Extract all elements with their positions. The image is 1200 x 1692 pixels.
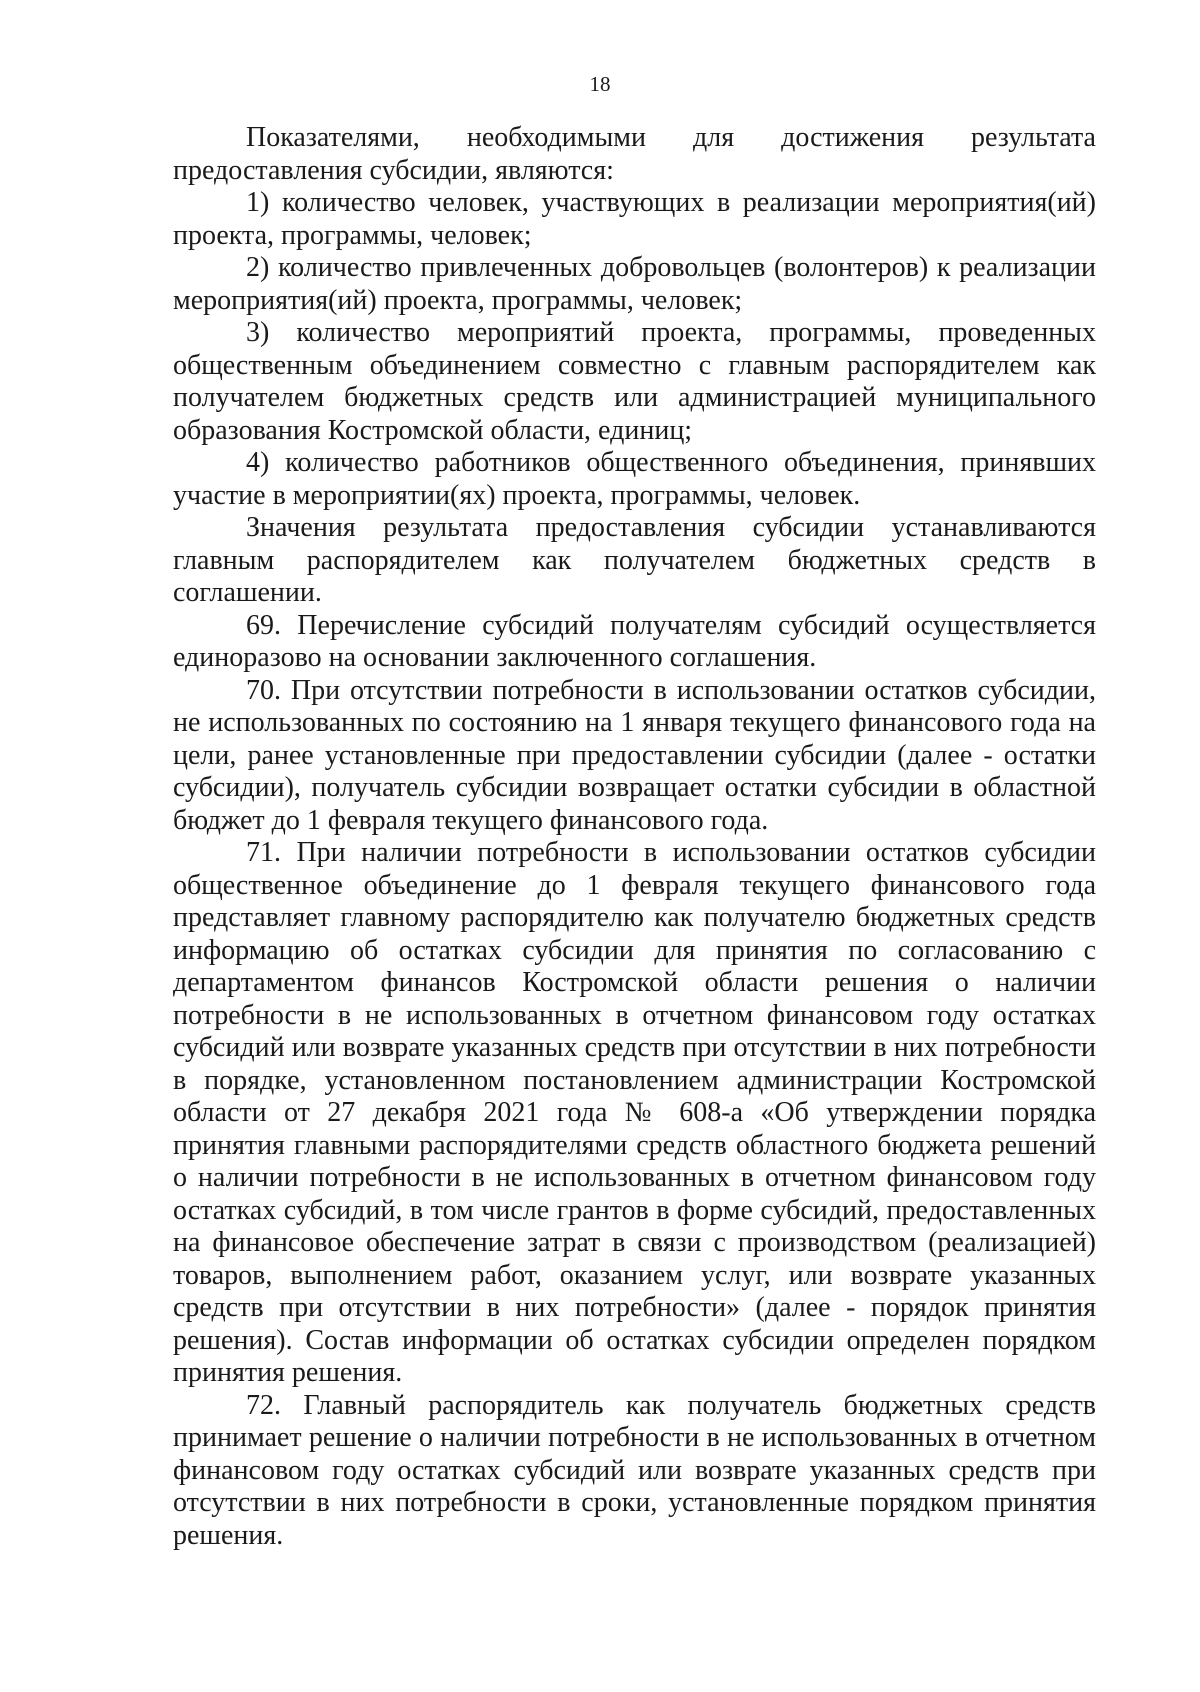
paragraph-clause-72: 72. Главный распорядитель как получатель бюджетных средств принимает решение о наличии потребности в не использованных в отчетном финансовом году остатках субсидий или возврате указанных средств при отсутствии в них потребности в сроки, установленные порядком принятия решения.: [173, 1389, 1096, 1551]
paragraph-clause-71: 71. При наличии потребности в использовании остатков субсидии общественное объединение до 1 февраля текущего финансового года представляет главному распорядителю как получателю бюджетных средств информацию об остатках субсидии для принятия по согласованию с департаментом финансов Костромской области решения о наличии потребности в не использованных в отчетном финансовом году остатках субсидий или возврате указанных средств при отсутствии в них потребности в порядке, установленном постановлением администрации Костромской области от 27 декабря 2021 года № 608-а «Об утверждении порядка принятия главными распорядителями средств областного бюджета решений о наличии потребности в не использованных в отчетном финансовом году остатках субсидий, в том числе грантов в форме субсидий, предоставленных на финансовое обеспечение затрат в связи с производством (реализацией) товаров, выполнением работ, оказанием услуг, или возврате указанных средств при отсутствии в них потребности» (далее - порядок принятия решения). Состав информации об остатках субсидии определен порядком принятия решения.: [173, 837, 1096, 1388]
paragraph-indicator-4: 4) количество работников общественного объединения, принявших участие в мероприятии(ях) проекта, программы, человек.: [173, 447, 1096, 511]
page-number: 18: [589, 72, 611, 96]
paragraph-indicator-1: 1) количество человек, участвующих в реализации мероприятия(ий) проекта, программы, человек;: [173, 187, 1096, 251]
document-body: [173, 122, 1096, 1552]
paragraph-indicator-2: 2) количество привлеченных добровольцев (волонтеров) к реализации мероприятия(ий) проекта, программы, человек;: [173, 252, 1096, 316]
paragraph-clause-70: 70. При отсутствии потребности в использовании остатков субсидии, не использованных по состоянию на 1 января текущего финансового года на цели, ранее установленные при предоставлении субсидии (далее - остатки субсидии), получатель субсидии возвращает остатки субсидии в областной бюджет до 1 февраля текущего финансового года.: [173, 674, 1096, 836]
paragraph-clause-69: 69. Перечисление субсидий получателям субсидий осуществляется единоразово на основании заключенного соглашения.: [173, 609, 1096, 673]
paragraph-result-values: Значения результата предоставления субсидии устанавливаются главным распорядителем как получателем бюджетных средств в соглашении.: [173, 512, 1096, 608]
paragraph-indicator-3: 3) количество мероприятий проекта, программы, проведенных общественным объединением совместно с главным распорядителем как получателем бюджетных средств или администрацией муниципального образования Костромской области, единиц;: [173, 317, 1096, 446]
paragraph-indicators-intro: Показателями, необходимыми для достижения результата предоставления субсидии, являются:: [173, 122, 1096, 186]
